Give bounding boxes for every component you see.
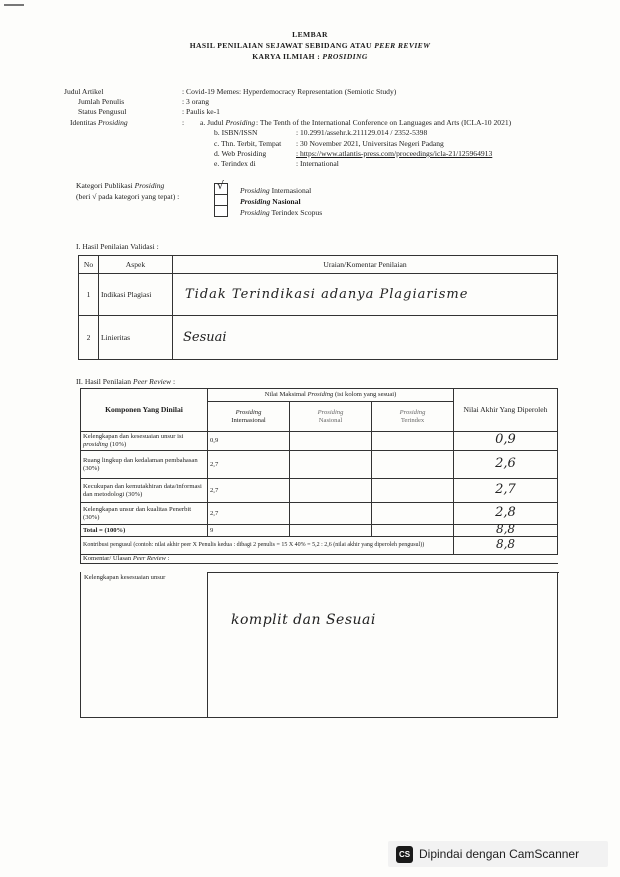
info-value-jumlah: : 3 orang [182,97,209,106]
kategori-option-scopus[interactable] [214,202,322,220]
col-komponen: Komponen Yang Dinilai [81,389,208,432]
kontribusi-text: Kontribusi pengusul (contoh: nilai akhir peer X Penulis kedua : dibagi 2 penulis = 15 X 40% = 5,2 : 2,6 (nilai akhir yang diperoleh pengusul)) [81,537,454,555]
review-label: Kelengkapan kesesuaian unsur [84,574,166,581]
review-divider [207,572,208,717]
check-mark-icon: √ [217,179,225,193]
row-akhir: 2,7 [454,479,558,503]
doc-header-line2: HASIL PENILAIAN SEJAWAT SEBIDANG ATAU PEER REVIEW [189,41,431,50]
peer-review-table [80,388,558,564]
table-row [81,451,558,479]
col-no: No [79,256,99,274]
kategori-label: Kategori Publikasi Prosiding [76,181,165,190]
table-row [79,316,558,360]
row-komponen: Kelengkapan unsur dan kualitas Penerbit (30%) [81,503,208,525]
info-label-jumlah: Jumlah Penulis [78,97,125,106]
identitas-judul-val: : The Tenth of the International Conference on Languages and Arts (ICLA-10 2021) [256,118,512,127]
camscanner-badge [388,841,608,867]
row-no: 1 [79,274,99,316]
row-akhir: 0,9 [454,432,558,451]
review-handwritten-text: komplit dan Sesuai [231,612,376,628]
table-row [81,479,558,503]
table-row [79,274,558,316]
total-row [81,525,558,537]
komentar-label: Komentar/ Ulasan Peer Review : [81,555,558,564]
identitas-web-val[interactable]: : https://www.atlantis-press.com/proceedings/icla-21/125964913 [296,149,493,158]
subcol-nasional: Prosiding Nasional [290,402,372,432]
row-max: 2,7 [208,451,290,479]
camscanner-logo-icon: CS [396,846,413,863]
row-akhir: 2,8 [454,503,558,525]
identitas-terbit-key: c. Thn. Terbit, Tempat [214,139,282,148]
total-label: Total = (100%) [81,525,208,537]
row-max: 2,7 [208,479,290,503]
table-row [81,432,558,451]
identitas-judul-key: a. Judul Prosiding [200,118,256,127]
validasi-table [78,255,558,360]
table-row [81,503,558,525]
col-nilai-maksimal: Nilai Maksimal Prosiding (isi kolom yang sesuai) [208,389,454,402]
total-max: 9 [208,525,290,537]
row-aspek: Indikasi Plagiasi [99,274,173,316]
info-label-judul: Judul Artikel [64,87,104,96]
row-max: 2,7 [208,503,290,525]
row-komentar: Sesuai [173,316,558,360]
info-label-identitas: Identitas Prosiding [70,118,128,127]
subcol-internasional: Prosiding Internasional [208,402,290,432]
section2-title: II. Hasil Penilaian Peer Review : [76,377,176,386]
total-akhir: 8,8 [454,525,558,537]
col-nilai-akhir: Nilai Akhir Yang Diperoleh [454,389,558,432]
kategori-note: (beri √ pada kategori yang tepat) : [76,192,180,201]
row-aspek: Linieritas [99,316,173,360]
komentar-header-row [81,555,558,564]
identitas-terbit-val: : 30 November 2021, Universitas Negeri Padang [296,139,444,148]
row-akhir: 2,6 [454,451,558,479]
info-value-status: : Paulis ke-1 [182,107,220,116]
info-value-judul: : Covid-19 Memes: Hyperdemocracy Representation (Semiotic Study) [182,87,397,96]
section1-title: I. Hasil Penilaian Validasi : [76,242,159,251]
row-komponen: Kelengkapan dan kesesuaian unsur isi prosiding (10%) [81,432,208,451]
row-no: 2 [79,316,99,360]
camscanner-text: Dipindai dengan CamScanner [419,847,580,861]
row-komentar: Tidak Terindikasi adanya Plagiarisme [173,274,558,316]
info-identitas-colon: : [182,118,185,127]
doc-header-line1: LEMBAR [292,30,328,39]
identitas-index-key: e. Terindex di [214,159,256,168]
identitas-index-val: : International [296,159,339,168]
identitas-isbn-val: : 10.2991/assehr.k.211129.014 / 2352-5398 [296,128,428,137]
kontribusi-row [81,537,558,555]
row-komponen: Ruang lingkup dan kedalaman pembahasan (30%) [81,451,208,479]
identitas-isbn-key: b. ISBN/ISSN [214,128,258,137]
kategori-option-label: Prosiding Nasional [240,197,301,206]
identitas-web-key: d. Web Prosiding [214,149,267,158]
review-top-line [207,572,559,573]
info-label-status: Status Pengusul [78,107,127,116]
kategori-option-label: Prosiding Terindex Scopus [240,208,323,217]
kategori-option-label: Prosiding Internasional [240,186,312,195]
checkbox-scopus[interactable] [214,205,228,217]
doc-header-line3: KARYA ILMIAH : PROSIDING [252,52,368,61]
review-comment-box [80,572,558,718]
col-aspek: Aspek [99,256,173,274]
scan-corner-mark [4,4,24,6]
subcol-terindex: Prosiding Terindex [372,402,454,432]
row-max: 0,9 [208,432,290,451]
row-komponen: Kecukupan dan kemutakhiran data/informasi dan metodologi (30%) [81,479,208,503]
kontribusi-value: 8,8 [454,537,558,555]
col-komentar: Uraian/Komentar Penilaian [173,256,558,274]
